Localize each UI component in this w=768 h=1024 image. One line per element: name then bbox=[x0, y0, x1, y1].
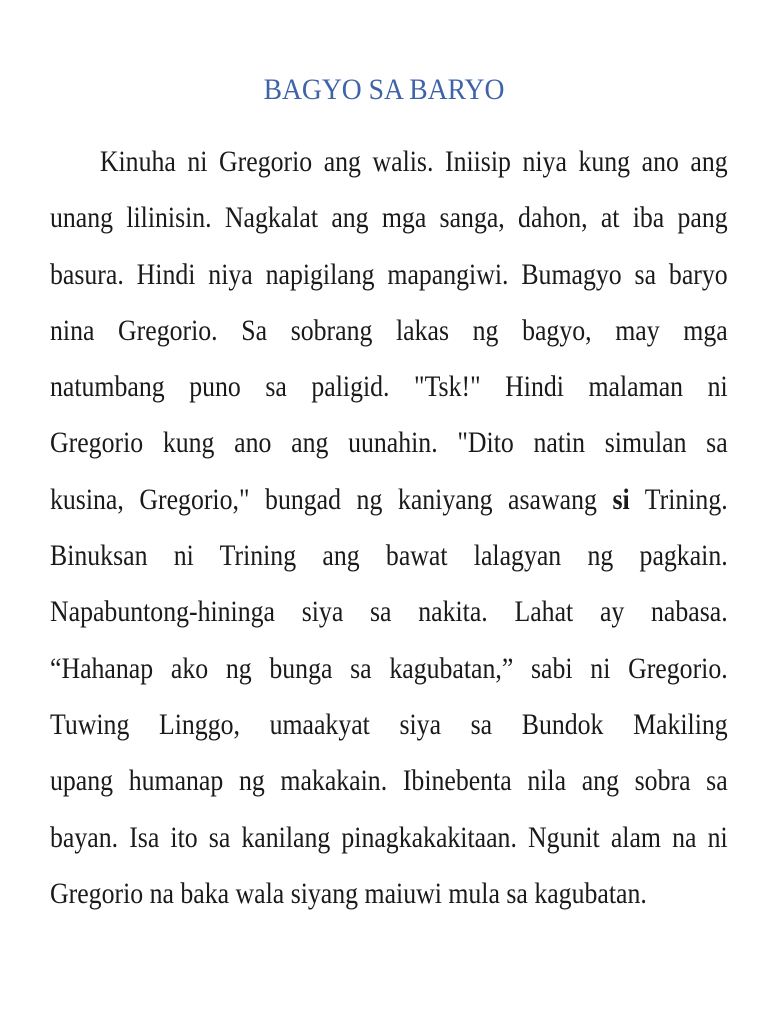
paragraph-line-7-tail: Trining. bbox=[629, 482, 728, 516]
paragraph-line-7-text: kusina, Gregorio," bungad ng kaniyang asawang bbox=[50, 482, 613, 516]
paragraph-line-7 bbox=[50, 472, 728, 528]
paragraph-line-3: basura. Hindi niya napigilang mapangiwi. Bumagyo sa baryo bbox=[50, 257, 728, 291]
paragraph-line-13: bayan. Isa ito sa kanilang pinagkakakitaan. Ngunit alam na ni bbox=[50, 820, 728, 854]
bold-word-si: si bbox=[612, 482, 630, 516]
story-paragraph bbox=[50, 134, 728, 922]
paragraph-line-8: Binuksan ni Trining ang bawat lalagyan ng pagkain. bbox=[50, 539, 728, 573]
paragraph-line-11: Tuwing Linggo, umaakyat siya sa Bundok Makiling bbox=[50, 707, 728, 741]
paragraph-line-12: upang humanap ng makakain. Ibinebenta nila ang sobra sa bbox=[50, 764, 728, 798]
paragraph-line-10: “Hahanap ako ng bunga sa kagubatan,” sabi ni Gregorio. bbox=[50, 651, 728, 685]
paragraph-line-5: natumbang puno sa paligid. "Tsk!" Hindi malaman ni bbox=[50, 370, 728, 404]
paragraph-line-4: nina Gregorio. Sa sobrang lakas ng bagyo, may mga bbox=[50, 313, 728, 347]
paragraph-line-9: Napabuntong-hininga siya sa nakita. Lahat ay nabasa. bbox=[50, 595, 728, 629]
paragraph-line-14: Gregorio na baka wala siyang maiuwi mula sa kagubatan. bbox=[50, 876, 647, 910]
document-title: BAGYO SA BARYO bbox=[263, 73, 505, 106]
paragraph-line-2: unang lilinisin. Nagkalat ang mga sanga, dahon, at iba pang bbox=[50, 201, 728, 235]
paragraph-line-6: Gregorio kung ano ang uunahin. "Dito natin simulan sa bbox=[50, 426, 728, 460]
paragraph-line-1: Kinuha ni Gregorio ang walis. Iniisip niya kung ano ang bbox=[99, 145, 728, 178]
